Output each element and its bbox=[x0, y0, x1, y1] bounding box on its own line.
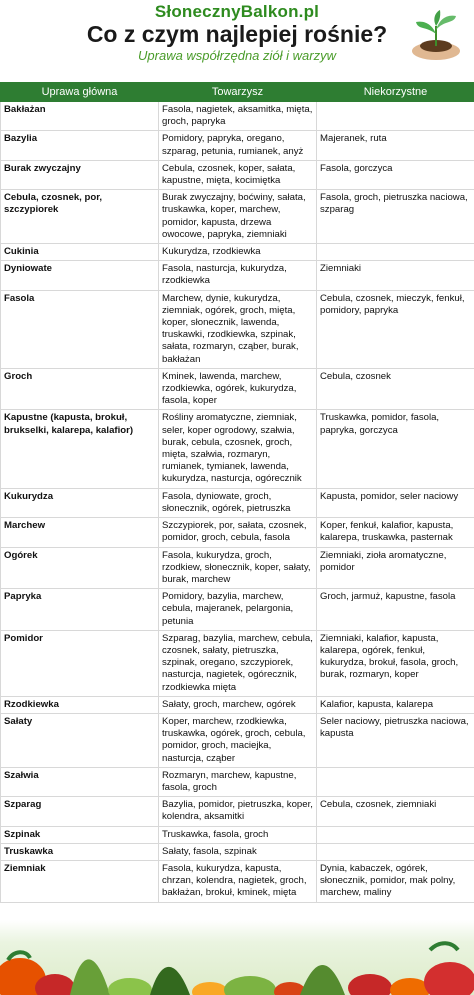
companion-cell: Koper, marchew, rzodkiewka, truskawka, ogórek, groch, cebula, pomidor, groch, maciejka, nasturcja, cząber bbox=[159, 713, 317, 767]
companion-cell: Sałaty, groch, marchew, ogórek bbox=[159, 696, 317, 713]
companion-cell: Cebula, czosnek, koper, sałata, kapustne, mięta, kocimiętka bbox=[159, 160, 317, 189]
companion-cell: Fasola, kukurydza, groch, rzodkiew, słonecznik, koper, sałaty, burak, marchew bbox=[159, 547, 317, 589]
unfavorable-cell: Ziemniaki bbox=[317, 261, 474, 290]
unfavorable-cell bbox=[317, 843, 474, 860]
table-row bbox=[1, 410, 474, 488]
companion-cell: Truskawka, fasola, groch bbox=[159, 826, 317, 843]
table-row bbox=[1, 797, 474, 826]
unfavorable-cell: Cebula, czosnek bbox=[317, 368, 474, 410]
table-row bbox=[1, 488, 474, 517]
unfavorable-cell: Fasola, gorczyca bbox=[317, 160, 474, 189]
companion-cell: Szczypiorek, por, sałata, czosnek, pomidor, groch, cebula, fasola bbox=[159, 518, 317, 547]
unfavorable-cell bbox=[317, 826, 474, 843]
main-crop-cell: Groch bbox=[1, 368, 159, 410]
table-row bbox=[1, 843, 474, 860]
main-crop-cell: Ogórek bbox=[1, 547, 159, 589]
page-subtitle: Uprawa współrzędna ziół i warzyw bbox=[138, 48, 336, 63]
companion-cell: Rośliny aromatyczne, ziemniak, seler, koper ogrodowy, szałwia, burak, cebula, czosnek, groch, mięta, szałwia, rozmaryn, rumianek, tymianek, lawenda, kukurydza, nasturcja, ogórecznik bbox=[159, 410, 317, 488]
table-row bbox=[1, 244, 474, 261]
table-row bbox=[1, 713, 474, 767]
unfavorable-cell bbox=[317, 767, 474, 796]
table-row bbox=[1, 518, 474, 547]
table-row bbox=[1, 630, 474, 696]
main-crop-cell: Marchew bbox=[1, 518, 159, 547]
companion-planting-table bbox=[0, 82, 474, 903]
table-row bbox=[1, 767, 474, 796]
main-crop-cell: Kukurydza bbox=[1, 488, 159, 517]
table-row bbox=[1, 547, 474, 589]
main-crop-cell: Kapustne (kapusta, brokuł, brukselki, kalarepa, kalafior) bbox=[1, 410, 159, 488]
column-header-companion: Towarzysz bbox=[159, 83, 317, 102]
unfavorable-cell: Cebula, czosnek, mieczyk, fenkuł, pomidory, papryka bbox=[317, 290, 474, 368]
table-row bbox=[1, 261, 474, 290]
unfavorable-cell: Ziemniaki, zioła aromatyczne, pomidor bbox=[317, 547, 474, 589]
table-row bbox=[1, 589, 474, 631]
page-header bbox=[0, 0, 474, 82]
sprouting-plant-in-hands-icon bbox=[406, 4, 466, 64]
main-crop-cell: Szparag bbox=[1, 797, 159, 826]
table-row bbox=[1, 860, 474, 902]
column-header-unfavorable: Niekorzystne bbox=[317, 83, 474, 102]
unfavorable-cell: Ziemniaki, kalafior, kapusta, kalarepa, ogórek, fenkuł, kukurydza, brokuł, fasola, groch, burak, rozmaryn, koper bbox=[317, 630, 474, 696]
site-logo bbox=[0, 2, 474, 22]
companion-cell: Kminek, lawenda, marchew, rzodkiewka, ogórek, kukurydza, fasola, koper bbox=[159, 368, 317, 410]
table-row bbox=[1, 368, 474, 410]
main-crop-cell: Burak zwyczajny bbox=[1, 160, 159, 189]
companion-cell: Pomidory, bazylia, marchew, cebula, majeranek, pelargonia, petunia bbox=[159, 589, 317, 631]
main-crop-cell: Pomidor bbox=[1, 630, 159, 696]
companion-cell: Fasola, dyniowate, groch, słonecznik, ogórek, pietruszka bbox=[159, 488, 317, 517]
unfavorable-cell: Cebula, czosnek, ziemniaki bbox=[317, 797, 474, 826]
main-crop-cell: Rzodkiewka bbox=[1, 696, 159, 713]
companion-cell: Kukurydza, rzodkiewka bbox=[159, 244, 317, 261]
main-crop-cell: Truskawka bbox=[1, 843, 159, 860]
unfavorable-cell: Groch, jarmuż, kapustne, fasola bbox=[317, 589, 474, 631]
companion-cell: Bazylia, pomidor, pietruszka, koper, kolendra, aksamitki bbox=[159, 797, 317, 826]
companion-cell: Marchew, dynie, kukurydza, ziemniak, ogórek, groch, mięta, koper, słonecznik, lawenda, truskawki, rzodkiewka, szpinak, sałata, rozmaryn, cząber, burak, bakłażan bbox=[159, 290, 317, 368]
unfavorable-cell: Fasola, groch, pietruszka naciowa, szparag bbox=[317, 190, 474, 244]
companion-cell: Fasola, nasturcja, kukurydza, rzodkiewka bbox=[159, 261, 317, 290]
logo-part1: Słoneczny bbox=[154, 2, 241, 21]
main-crop-cell: Papryka bbox=[1, 589, 159, 631]
unfavorable-cell: Dynia, kabaczek, ogórek, słonecznik, pomidor, mak polny, marchew, maliny bbox=[317, 860, 474, 902]
unfavorable-cell: Kalafior, kapusta, kalarepa bbox=[317, 696, 474, 713]
unfavorable-cell: Majeranek, ruta bbox=[317, 131, 474, 160]
page-title: Co z czym najlepiej rośnie? bbox=[86, 21, 388, 47]
main-crop-cell: Cukinia bbox=[1, 244, 159, 261]
companion-cell: Burak zwyczajny, boćwiny, sałata, truskawka, koper, marchew, pomidor, kapusta, drzewa owocowe, papryka, ziemniaki bbox=[159, 190, 317, 244]
table-row bbox=[1, 190, 474, 244]
main-crop-cell: Bazylia bbox=[1, 131, 159, 160]
companion-cell: Sałaty, fasola, szpinak bbox=[159, 843, 317, 860]
main-crop-cell: Cebula, czosnek, por, szczypiorek bbox=[1, 190, 159, 244]
table-row bbox=[1, 696, 474, 713]
main-crop-cell: Fasola bbox=[1, 290, 159, 368]
table-row bbox=[1, 131, 474, 160]
main-crop-cell: Szpinak bbox=[1, 826, 159, 843]
unfavorable-cell bbox=[317, 244, 474, 261]
main-crop-cell: Sałaty bbox=[1, 713, 159, 767]
vegetables-border-image bbox=[0, 920, 474, 995]
table-row bbox=[1, 102, 474, 131]
table-header-row bbox=[1, 83, 474, 102]
main-crop-cell: Dyniowate bbox=[1, 261, 159, 290]
companion-cell: Szparag, bazylia, marchew, cebula, czosnek, sałaty, pietruszka, szpinak, oregano, szczypiorek, nasturcja, nagietek, ogórecznik, rzodkiewka mięta bbox=[159, 630, 317, 696]
column-header-main: Uprawa główna bbox=[1, 83, 159, 102]
main-crop-cell: Szałwia bbox=[1, 767, 159, 796]
table-row bbox=[1, 160, 474, 189]
companion-cell: Fasola, nagietek, aksamitka, mięta, groch, papryka bbox=[159, 102, 317, 131]
unfavorable-cell: Kapusta, pomidor, seler naciowy bbox=[317, 488, 474, 517]
logo-part2: Balkon.pl bbox=[240, 2, 320, 21]
companion-cell: Pomidory, papryka, oregano, szparag, petunia, rumianek, anyż bbox=[159, 131, 317, 160]
unfavorable-cell: Koper, fenkuł, kalafior, kapusta, kalarepa, truskawka, pasternak bbox=[317, 518, 474, 547]
main-crop-cell: Bakłażan bbox=[1, 102, 159, 131]
unfavorable-cell: Seler naciowy, pietruszka naciowa, kapusta bbox=[317, 713, 474, 767]
unfavorable-cell: Truskawka, pomidor, fasola, papryka, gorczyca bbox=[317, 410, 474, 488]
main-crop-cell: Ziemniak bbox=[1, 860, 159, 902]
companion-cell: Rozmaryn, marchew, kapustne, fasola, groch bbox=[159, 767, 317, 796]
table-row bbox=[1, 290, 474, 368]
unfavorable-cell bbox=[317, 102, 474, 131]
table-row bbox=[1, 826, 474, 843]
companion-cell: Fasola, kukurydza, kapusta, chrzan, kolendra, nagietek, groch, bakłażan, brokuł, kminek, mięta bbox=[159, 860, 317, 902]
